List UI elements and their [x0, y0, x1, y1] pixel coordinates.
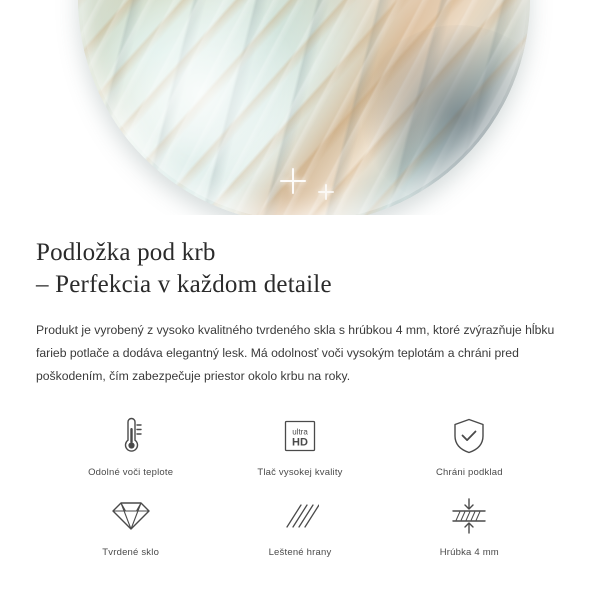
feature-item-print-quality [215, 414, 384, 478]
headline-line-2: – Perfekcia v každom detaile [36, 271, 332, 298]
thickness-icon [449, 494, 489, 538]
description-paragraph: Produkt je vyrobený z vysoko kvalitného tvrdeného skla s hrúbkou 4 mm, ktoré zvýrazňuje hĺbku farieb potlače a dodáva elegantný lesk. Má odolnosť voči vysokým teplotám a chráni pred poškodením, čím zabezpečuje priestor okolo krbu na roky. [36, 323, 555, 383]
thermometer-icon [114, 414, 148, 458]
feature-label: Tlač vysokej kvality [257, 467, 343, 478]
feature-label: Odolné voči teplote [88, 467, 174, 478]
svg-text:ultra: ultra [292, 427, 308, 437]
feature-item-polished-edges [215, 494, 384, 558]
content-area [0, 215, 600, 558]
feature-label: Tvrdené sklo [102, 547, 160, 558]
hero-image [0, 0, 600, 215]
feature-label: Hrúbka 4 mm [439, 547, 499, 558]
feature-label: Chráni podklad [435, 467, 503, 478]
polished-edges-icon [281, 494, 319, 538]
shield-check-icon [451, 414, 487, 458]
headline-line-1: Podložka pod krb [36, 239, 216, 266]
marble-glass-pad-image [78, 0, 530, 215]
feature-item-heat-resistant [46, 414, 215, 478]
page-title [36, 237, 564, 301]
feature-grid [36, 414, 564, 558]
feature-item-thickness [385, 494, 554, 558]
feature-item-surface-protection [385, 414, 554, 478]
feature-item-tempered-glass [46, 494, 215, 558]
diamond-icon [111, 494, 151, 538]
svg-text:HD: HD [292, 436, 308, 449]
ultra-hd-icon [281, 414, 319, 458]
feature-label: Leštené hrany [268, 547, 332, 558]
